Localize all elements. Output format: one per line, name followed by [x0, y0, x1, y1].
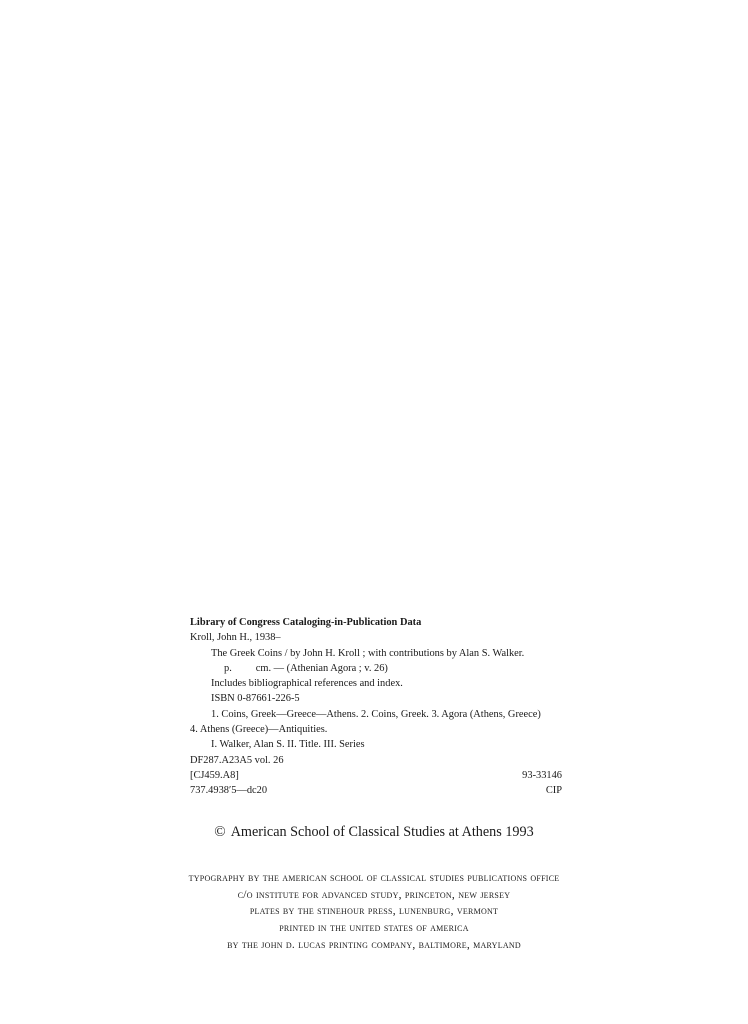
cip-pagination — [190, 661, 562, 676]
cip-added-entries: I. Walker, Alan S. II. Title. III. Series — [211, 739, 365, 751]
cip-row-dewey — [190, 783, 562, 798]
cip-dewey: 737.4938′5—dc20 — [190, 785, 268, 797]
cip-title-line: The Greek Coins / by John H. Kroll ; with contributions by Alan S. Walker. — [211, 647, 525, 659]
copyright-notice — [0, 822, 748, 842]
cip-lccn: 93-33146 — [522, 769, 562, 781]
cip-notes: Includes bibliographical references and index. — [211, 678, 403, 690]
cip-pagination-series: cm. — (Athenian Agora ; v. 26) — [255, 662, 388, 674]
colophon — [0, 870, 748, 954]
cip-subjects-2: 4. Athens (Greece)—Antiquities. — [190, 724, 328, 736]
copyright-symbol: © — [214, 824, 226, 840]
colophon-line-typography: typography by the american school of classical studies publications office — [188, 871, 560, 884]
cip-lc-call-number: DF287.A23A5 vol. 26 — [190, 754, 284, 766]
cip-data-block — [190, 615, 562, 799]
colophon-line-plates: plates by the stinehour press, lunenburg, vermont — [249, 904, 499, 918]
cip-author: Kroll, John H., 1938– — [190, 632, 281, 644]
copyright-text: American School of Classical Studies at Athens 1993 — [230, 824, 534, 840]
cip-pagination-p: p. — [224, 662, 232, 674]
cip-heading: Library of Congress Cataloging-in-Publication Data — [190, 617, 422, 628]
cip-label: CIP — [545, 785, 562, 797]
colophon-line-printed: printed in the united states of america — [279, 921, 469, 935]
cip-isbn: ISBN 0-87661-226-5 — [211, 693, 300, 705]
cip-alt-call-number: [CJ459.A8] — [190, 769, 239, 781]
cip-subjects-1: 1. Coins, Greek—Greece—Athens. 2. Coins, Greek. 3. Agora (Athens, Greece) — [211, 708, 541, 720]
colophon-line-printer: by the john d. lucas printing company, baltimore, maryland — [227, 937, 521, 951]
cip-row-alt-call — [190, 768, 562, 783]
colophon-line-institute: c/o institute for advanced study, princeton, new jersey — [237, 887, 511, 901]
